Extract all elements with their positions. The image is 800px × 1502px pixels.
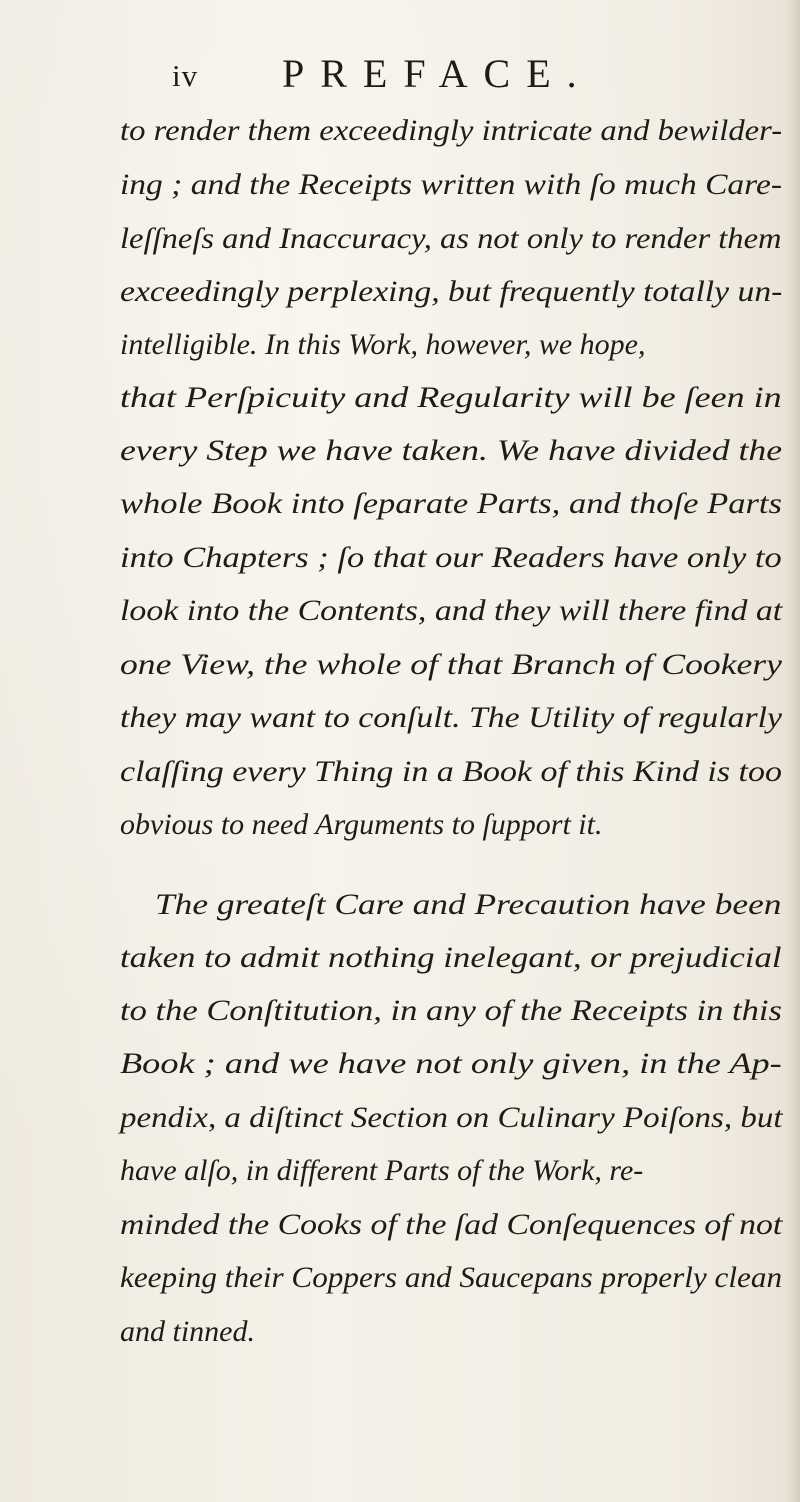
text-line: to the Conſtitution, in any of the Receipts in this [120, 994, 782, 1027]
text-line: have alſo, in different Parts of the Work, re- [120, 1154, 644, 1187]
running-head: PREFACE. [282, 51, 593, 96]
text-line: that Perſpicuity and Regularity will be ſeen in [120, 381, 782, 414]
text-line: exceedingly perplexing, but frequently totally un- [120, 275, 783, 308]
text-line: ing ; and the Receipts written with ſo much Care- [120, 168, 782, 201]
text-line: The greateſt Care and Precaution have been [155, 888, 782, 921]
text-line: taken to admit nothing inelegant, or prejudicial [120, 941, 782, 974]
text-line: and tinned. [120, 1315, 255, 1348]
text-line: intelligible. In this Work, however, we hope, [120, 328, 646, 361]
text-line: pendix, a diſtinct Section on Culinary Poiſons, but [120, 1101, 783, 1134]
text-line: whole Book into ſeparate Parts, and thoſe Parts [120, 487, 782, 520]
text-line: they may want to conſult. The Utility of regularly [120, 701, 783, 734]
text-line: keeping their Coppers and Saucepans properly clean [120, 1261, 783, 1294]
text-line: leſſneſs and Inaccuracy, as not only to render them [120, 222, 782, 255]
text-line: obvious to need Arguments to ſupport it. [120, 808, 603, 841]
text-line: look into the Contents, and they will there find at [120, 594, 783, 627]
text-line: one View, the whole of that Branch of Cookery [120, 648, 782, 681]
text-line: every Step we have taken. We have divided the [120, 434, 783, 467]
text-line: into Chapters ; ſo that our Readers have only to [120, 541, 782, 574]
page-number: iv [172, 58, 199, 93]
text-line: minded the Cooks of the ſad Conſequences of not [120, 1208, 783, 1241]
text-line: claſſing every Thing in a Book of this Kind is too [120, 755, 782, 788]
text-line: Book ; and we have not only given, in the Ap- [120, 1047, 782, 1080]
text-line: to render them exceedingly intricate and bewilder- [120, 114, 783, 147]
